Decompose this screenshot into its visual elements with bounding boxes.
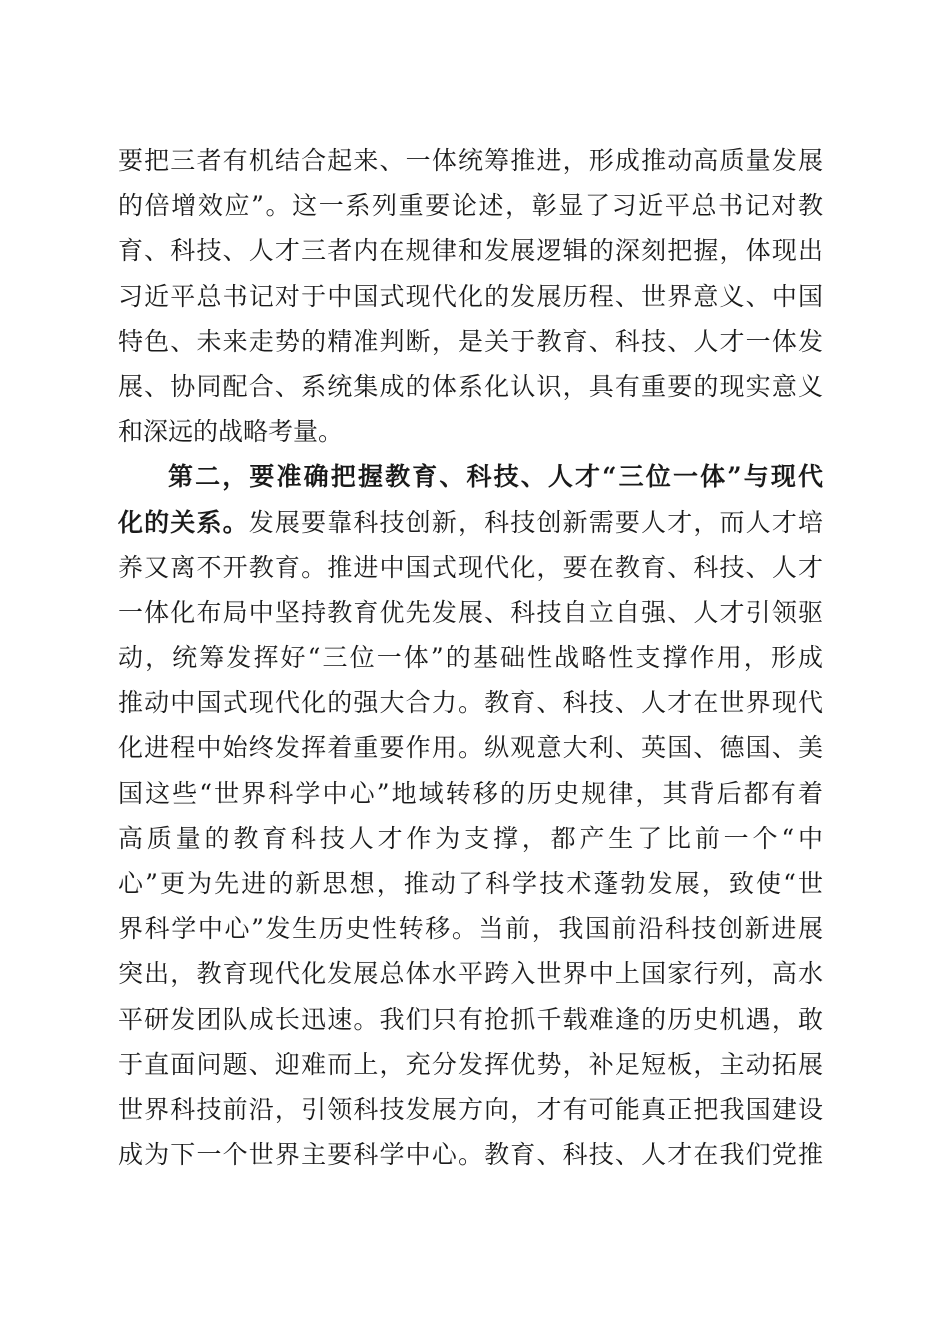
text-line: 高质量的教育科技人才作为支撑，都产生了比前一个“中 xyxy=(118,823,823,853)
text-line: 展、协同配合、系统集成的体系化认识，具有重要的现实意义 xyxy=(118,371,823,401)
text-line: 和深远的战略考量。 xyxy=(118,417,344,447)
text-line: 世界科技前沿，引领科技发展方向，才有可能真正把我国建设 xyxy=(118,1094,823,1124)
text-line: 心”更为先进的新思想，推动了科学技术蓬勃发展，致使“世 xyxy=(118,869,823,898)
text-line: 平研发团队成长迅速。我们只有抢抓千载难逢的历史机遇，敢 xyxy=(118,1004,823,1034)
section-heading-end: 化的关系。 xyxy=(118,507,249,537)
text-line: 化进程中始终发挥着重要作用。纵观意大利、英国、德国、美 xyxy=(118,733,823,763)
text-line: 于直面问题、迎难而上，充分发挥优势，补足短板，主动拓展 xyxy=(118,1049,823,1079)
text-line: 养又离不开教育。推进中国式现代化，要在教育、科技、人才 xyxy=(118,552,823,582)
text-line: 动，统筹发挥好“三位一体”的基础性战略性支撑作用，形成 xyxy=(118,643,823,673)
text-line: 育、科技、人才三者内在规律和发展逻辑的深刻把握，体现出 xyxy=(118,236,823,266)
text-line: 国这些“世界科学中心”地域转移的历史规律，其背后都有着 xyxy=(118,778,823,808)
text-line: 一体化布局中坚持教育优先发展、科技自立自强、人才引领驱 xyxy=(118,597,823,627)
text-line xyxy=(118,500,823,545)
text-line: 界科学中心”发生历史性转移。当前，我国前沿科技创新进展 xyxy=(118,914,823,944)
text-line: 习近平总书记对于中国式现代化的发展历程、世界意义、中国 xyxy=(118,281,823,311)
text-line: 特色、未来走势的精准判断，是关于教育、科技、人才一体发 xyxy=(118,326,823,356)
text-line: 成为下一个世界主要科学中心。教育、科技、人才在我们党推 xyxy=(118,1140,823,1170)
text-line: 突出，教育现代化发展总体水平跨入世界中上国家行列，高水 xyxy=(118,959,823,989)
document-body xyxy=(118,138,823,1177)
text-run: 发展要靠科技创新，科技创新需要人才，而人才培 xyxy=(248,507,823,537)
text-line: 要把三者有机结合起来、一体统筹推进，形成推动高质量发展 xyxy=(118,146,823,175)
paragraph-2 xyxy=(118,454,823,1177)
text-line: 推动中国式现代化的强大合力。教育、科技、人才在世界现代 xyxy=(118,688,823,718)
section-heading: 第二，要准确把握教育、科技、人才“三位一体”与现代 xyxy=(168,462,823,492)
paragraph-1 xyxy=(118,138,823,454)
text-line: 的倍增效应”。这一系列重要论述，彰显了习近平总书记对教 xyxy=(118,191,823,221)
